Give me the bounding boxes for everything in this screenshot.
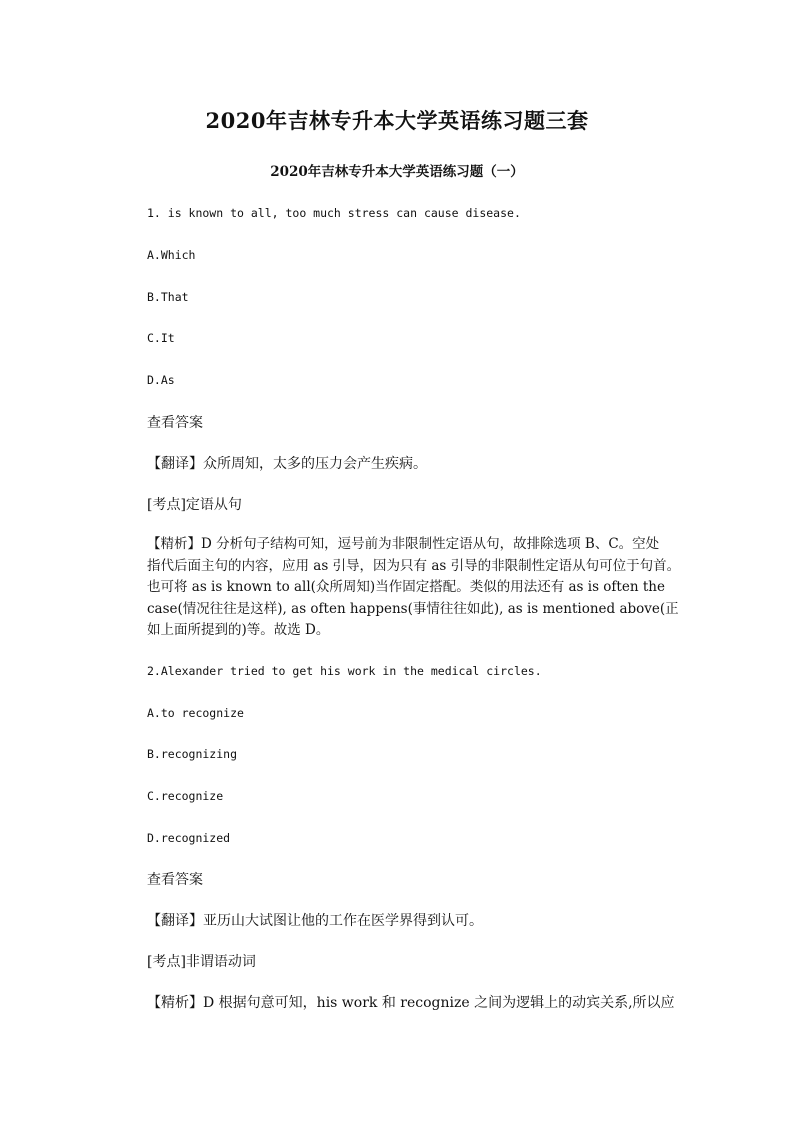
question-1-text: 1. is known to all, too much stress can cause disease. [147,206,521,220]
question-2-analysis-line: 【精析】D 根据句意可知，his work 和 recognize 之间为逻辑上的动宾关系,所以应 [147,995,675,1011]
question-1-option-b: B.That [147,290,189,304]
question-1-option-a: A.Which [147,248,196,262]
question-1-analysis-line: 【精析】D 分析句子结构可知，逗号前为非限制性定语从句，故排除选项 B、C。空处 [147,536,660,552]
question-2-option-a: A.to recognize [147,706,244,720]
question-2-text: 2.Alexander tried to get his work in the medical circles. [147,664,542,678]
section-title: 2020年吉林专升本大学英语练习题（一） [270,164,524,180]
question-1-option-d: D.As [147,373,175,387]
question-1-option-c: C.It [147,331,175,345]
question-1-topic: [考点]定语从句 [147,497,242,513]
question-1-analysis-line: 如上面所提到的)等。故选 D。 [147,622,330,638]
question-1-analysis-line: case(情况往往是这样), as often happens(事情往往如此), as is mentioned above(正 [147,600,679,617]
question-1-analysis [147,534,681,642]
question-1-analysis-line: 指代后面主句的内容，应用 as 引导，因为只有 as 引导的非限制性定语从句可位于句首。 [147,557,681,574]
question-2-option-c: C.recognize [147,789,224,803]
question-1-view-answer-link[interactable]: 查看答案 [147,415,203,431]
question-1-analysis-line: 也可将 as is known to all(众所周知)当作固定搭配。类似的用法还有 as is often the [147,579,665,595]
question-2-topic: [考点]非谓语动词 [147,954,256,970]
document-title: 2020年吉林专升本大学英语练习题三套 [205,108,589,133]
question-2-view-answer-link[interactable]: 查看答案 [147,872,203,888]
question-2-option-b: B.recognizing [147,747,238,761]
question-2-option-d: D.recognized [147,831,231,845]
question-1-translation: 【翻译】众所周知，太多的压力会产生疾病。 [147,456,427,472]
question-2-translation: 【翻译】亚历山大试图让他的工作在医学界得到认可。 [147,913,483,929]
